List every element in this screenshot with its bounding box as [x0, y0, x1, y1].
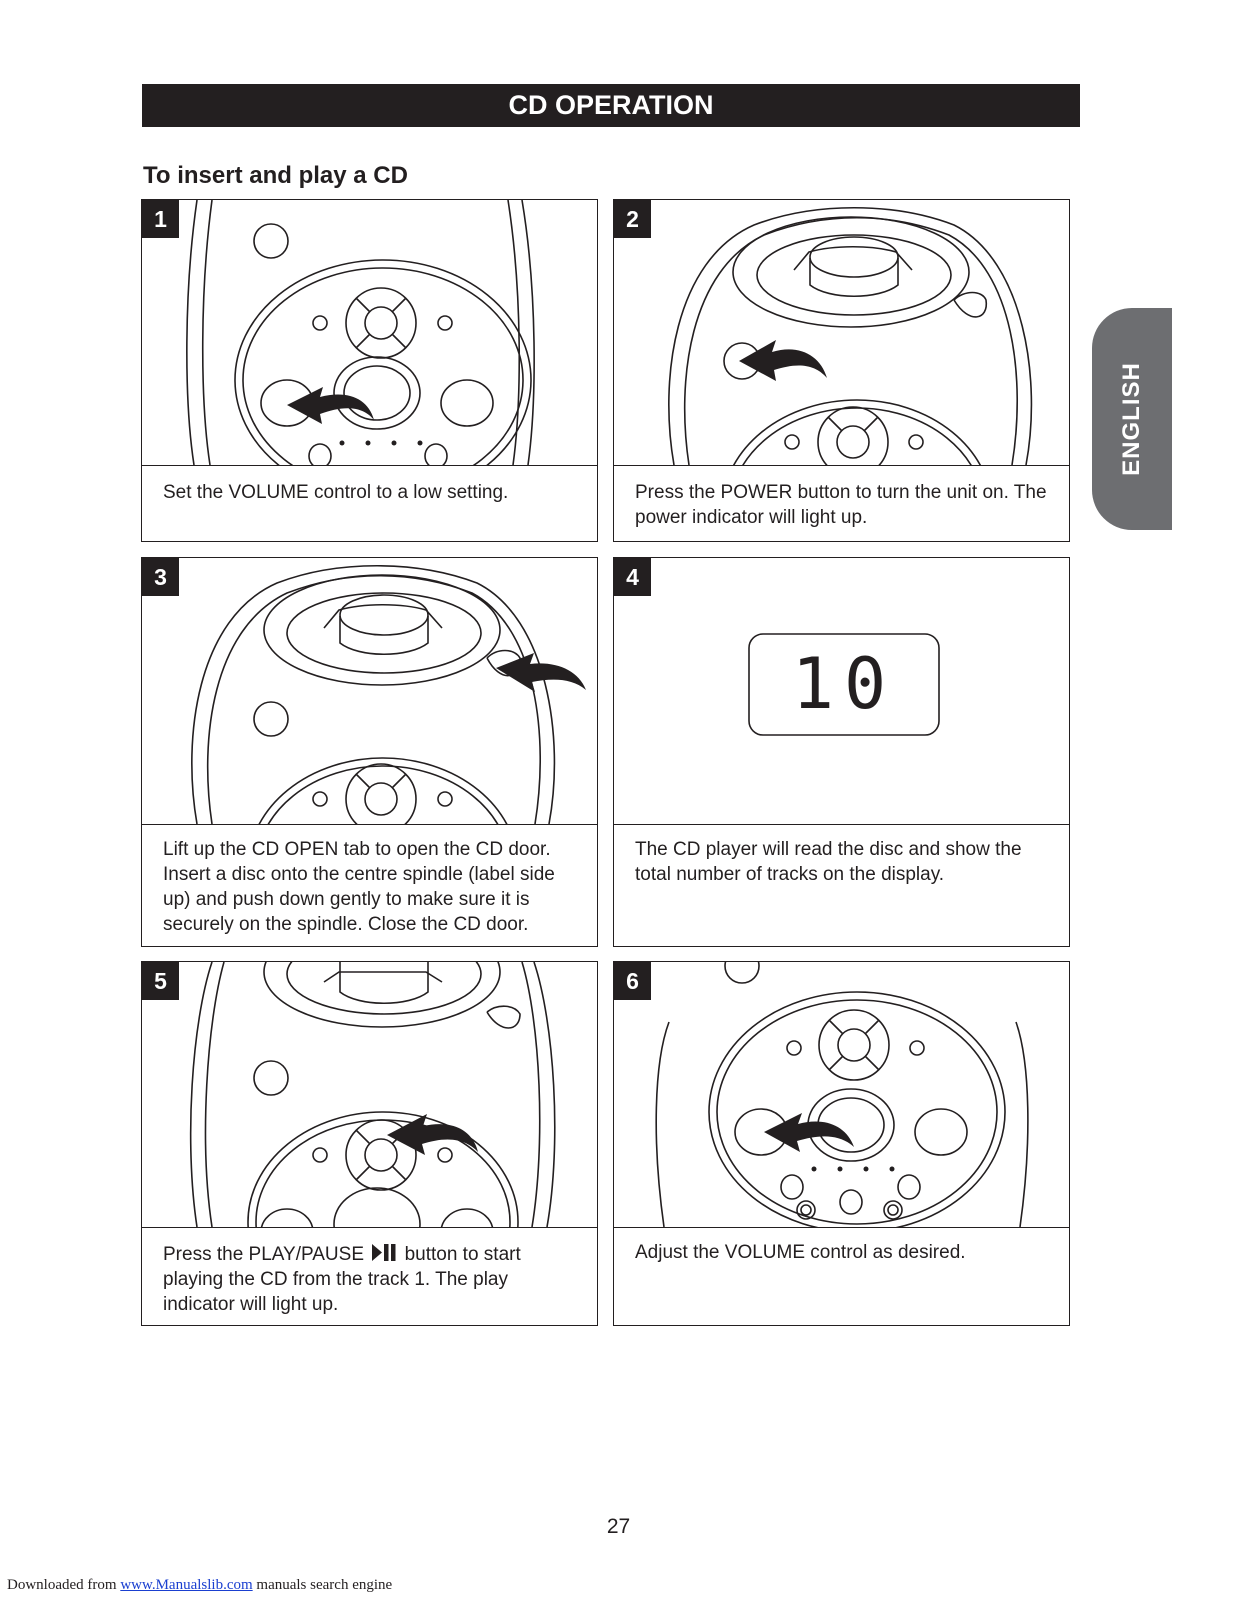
- section-header: CD OPERATION: [142, 84, 1080, 127]
- step-number: 2: [614, 200, 651, 238]
- step-2: [613, 199, 1070, 542]
- step-text-after-icon: button to start playing the CD from the track 1. The play indicator will light up.: [163, 1244, 521, 1315]
- step-number: 3: [142, 558, 179, 596]
- download-footer: [7, 1577, 392, 1594]
- lcd-display-value: 10: [791, 643, 897, 725]
- step-description: Lift up the CD OPEN tab to open the CD door. Insert a disc onto the centre spindle (label side up) and push down gently to make sure it is securely on the spindle. Close the CD door.: [163, 839, 555, 935]
- step-description: Set the VOLUME control to a low setting.: [163, 482, 509, 503]
- step-number: 1: [142, 200, 179, 238]
- step-3-illustration: [142, 558, 597, 825]
- step-6-illustration: [614, 962, 1069, 1228]
- footer-prefix: Downloaded from: [7, 1577, 117, 1593]
- footer-suffix: manuals search engine: [256, 1577, 393, 1593]
- step-number: 5: [142, 962, 179, 1000]
- step-description: Press the POWER button to turn the unit on. The power indicator will light up.: [635, 482, 1047, 528]
- step-1-illustration: [142, 200, 597, 466]
- step-number: 4: [614, 558, 651, 596]
- step-4-illustration: [614, 558, 1069, 825]
- footer-link[interactable]: www.Manualslib.com: [120, 1577, 253, 1593]
- page-number: 27: [606, 1515, 631, 1538]
- section-title: To insert and play a CD: [143, 162, 408, 189]
- play-pause-icon: [371, 1243, 397, 1262]
- step-2-illustration: [614, 200, 1069, 466]
- step-description: The CD player will read the disc and show the total number of tracks on the display.: [635, 839, 1022, 885]
- step-6: [613, 961, 1070, 1326]
- step-description: Adjust the VOLUME control as desired.: [635, 1242, 966, 1263]
- step-number: 6: [614, 962, 651, 1000]
- language-tab-label: ENGLISH: [1118, 362, 1145, 476]
- step-description: [163, 1242, 585, 1317]
- step-4: [613, 557, 1070, 947]
- step-3: [141, 557, 598, 947]
- step-1: [141, 199, 598, 542]
- step-text-before-icon: Press the PLAY/PAUSE: [163, 1244, 364, 1265]
- language-tab: [1092, 308, 1172, 530]
- step-5: [141, 961, 598, 1326]
- step-5-illustration: [142, 962, 597, 1228]
